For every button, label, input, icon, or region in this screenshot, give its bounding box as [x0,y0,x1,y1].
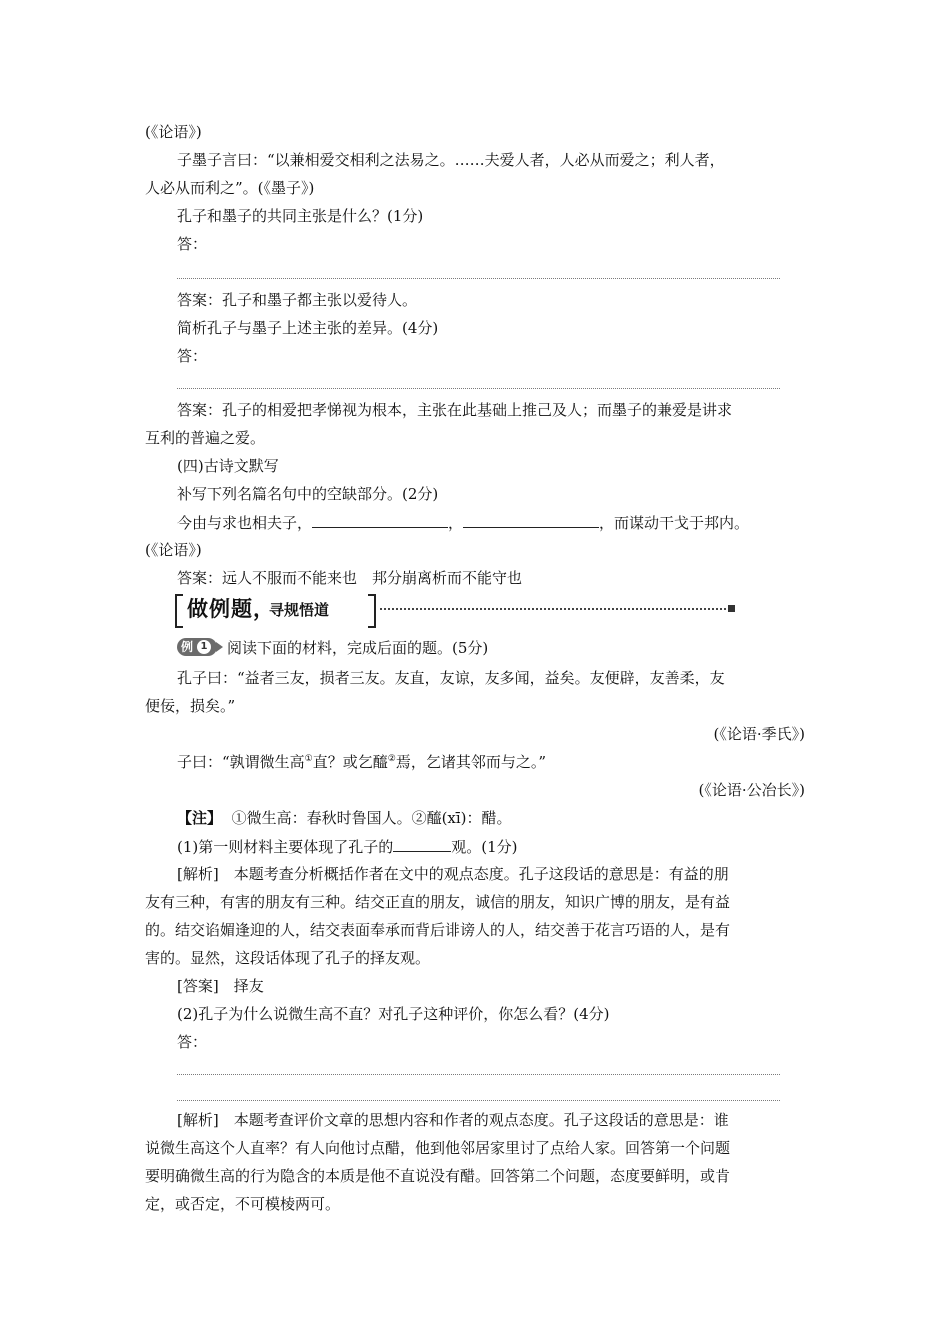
answer-line [177,1074,780,1075]
note-line [177,808,512,828]
sentence-suffix: ，而谋动干戈于邦内。 [599,514,750,532]
material2-source: (《论语·公冶长》) [698,781,805,799]
analysis2-line3: 要明确微生高的行为隐含的本质是他不直说没有醋。回答第二个问题，态度要鲜明，或肯 [145,1167,731,1185]
banner-subtitle: 寻规悟道 [269,601,330,619]
quote-mozi-line1: 子墨子言曰：“以兼相爱交相利之法易之。……夫爱人者，人必从而爱之；利人者， [177,151,725,169]
material2-text: 子曰：“孰谓微生高 [177,753,305,771]
fill-blank-sentence [177,512,749,533]
answer-prompt: 答： [177,347,208,365]
note-tag: 【注】 [177,809,223,827]
answer-text: 答案：远人不服而不能来也 邦分崩离析而不能守也 [177,569,523,587]
answer-text-line2: 互利的普遍之爱。 [145,429,266,447]
analysis1-line1: [解析] 本题考查分析概括作者在文中的观点态度。孔子这段话的意思是：有益的朋 [177,865,729,883]
banner-title: 做例题， [187,597,275,621]
sentence-prefix: 今由与求也相夫子， [177,514,313,532]
banner-end-square [728,605,735,612]
blank-field[interactable] [312,512,448,528]
answer-text: 答案：孔子和墨子都主张以爱待人。 [177,291,418,309]
blank-field[interactable] [393,836,451,852]
material1-line1: 孔子曰：“益者三友，损者三友。友直，友谅，友多闻，益矣。友便辟，友善柔，友 [177,669,725,687]
note-text: ①微生高：春秋时鲁国人。②醯(xī)：醋。 [231,809,512,827]
sub-question-1-text: (1)第一则材料主要体现了孔子的 [177,838,394,856]
analysis1-line3: 的。结交谄媚逢迎的人，结交表面奉承而背后诽谤人的人，结交善于花言巧语的人，是有 [145,921,731,939]
sub-question-2: (2)孔子为什么说微生高不直？对孔子这种评价，你怎么看？(4分) [177,1005,610,1023]
answer-line [177,388,780,389]
section-heading: (四)古诗文默写 [177,457,279,475]
bracket-left [175,594,183,628]
sub-question-1 [177,836,518,857]
footnote-mark: ① [304,754,313,764]
answer-line [177,1100,780,1101]
source-citation: (《论语》) [145,123,202,141]
source-citation: (《论语》) [145,541,202,559]
section-banner [175,594,565,628]
material1-source: (《论语·季氏》) [713,725,805,743]
material2-text: 直？或乞醯 [312,753,388,771]
sub-question-1-text: 观。(1分) [451,838,518,856]
answer-line [177,278,780,279]
question-difference: 简析孔子与墨子上述主张的差异。(4分) [177,319,439,337]
example-badge [177,638,225,656]
fill-instruction: 补写下列名篇名句中的空缺部分。(2分) [177,485,439,503]
badge-label: 例 [181,640,194,654]
bracket-right [368,594,376,628]
analysis2-line2: 说微生高这个人直率？有人向他讨点醋，他到他邻居家里讨了点给人家。回答第一个问题 [145,1139,731,1157]
question-common-view: 孔子和墨子的共同主张是什么？(1分) [177,207,424,225]
material1-line2: 便佞，损矣。” [145,697,236,715]
arrow-icon [216,642,223,652]
sentence-comma: ， [448,514,464,532]
badge-number: 1 [197,640,211,654]
analysis2-line1: [解析] 本题考查评价文章的思想内容和作者的观点态度。孔子这段话的意思是：谁 [177,1111,729,1129]
footnote-mark: ② [387,754,396,764]
answer-prompt: 答： [177,1033,208,1051]
analysis2-line4: 定，或否定，不可模棱两可。 [145,1195,341,1213]
blank-field[interactable] [463,512,599,528]
banner-rule [380,608,730,610]
material2-line [177,752,546,772]
material2-text: 焉，乞诸其邻而与之。” [395,753,547,771]
answer1: [答案] 择友 [177,977,264,995]
answer-prompt: 答： [177,235,208,253]
answer-text-line1: 答案：孔子的相爱把孝悌视为根本，主张在此基础上推己及人；而墨子的兼爱是讲求 [177,401,733,419]
quote-mozi-line2: 人必从而利之”。(《墨子》) [145,179,315,197]
analysis1-line4: 害的。显然，这段话体现了孔子的择友观。 [145,949,431,967]
example-intro: 阅读下面的材料，完成后面的题。(5分) [227,639,489,657]
analysis1-line2: 友有三种，有害的朋友有三种。结交正直的朋友，诚信的朋友，知识广博的朋友，是有益 [145,893,731,911]
